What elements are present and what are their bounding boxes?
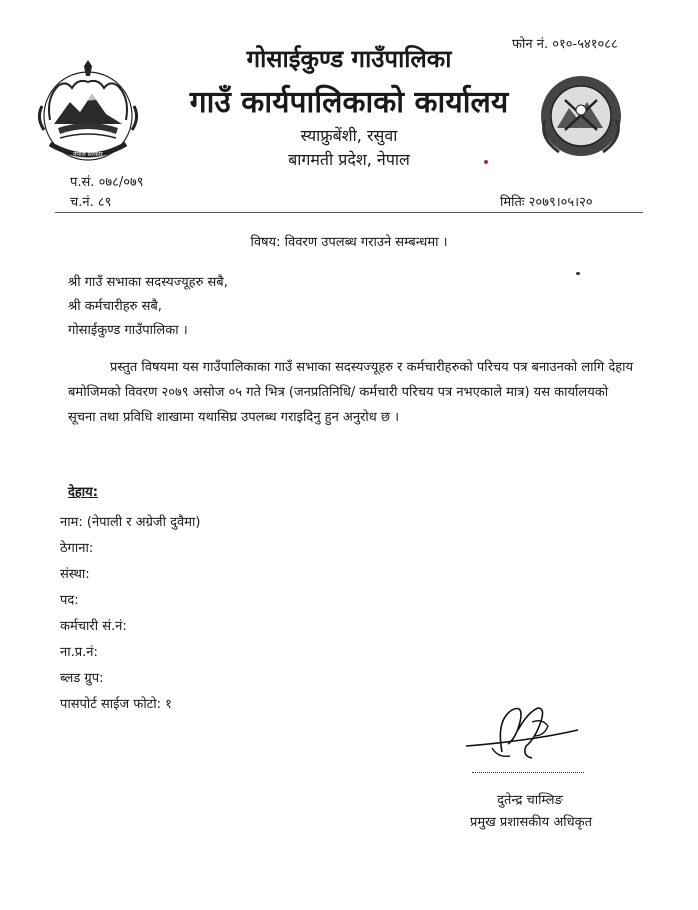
ink-dot (576, 272, 580, 275)
office-title: गाउँ कार्यपालिकाको कार्यालय (189, 85, 509, 120)
detail-field: संस्था: (60, 567, 90, 582)
signature-line (472, 772, 584, 773)
detail-field: ब्लड ग्रुप: (60, 671, 104, 686)
ink-dot (484, 160, 488, 164)
letter-reference-number: प.सं. ०७८/०७९ (70, 175, 144, 190)
svg-text:नेपाल सरकार: नेपाल सरकार (73, 151, 103, 158)
addressee-line: गोसाईकुण्ड गाउँपालिका । (68, 323, 188, 338)
dispatch-number: च.नं. ८९ (70, 195, 112, 210)
addressee-line: श्री कर्मचारीहरु सबै, (68, 299, 162, 314)
handwritten-signature-icon (462, 700, 582, 770)
signatory-title: प्रमुख प्रशासकीय अधिकृत (469, 815, 593, 830)
letter-date: मितिः २०७९।०५।२० (500, 195, 593, 210)
address-line-1: स्याफ्रुबेंशी, रसुवा (300, 126, 398, 145)
municipality-name: गोसाईकुण्ड गाउँपालिका (246, 45, 452, 73)
detail-field: पासपोर्ट साईज फोटो: १ (60, 697, 172, 712)
detail-field: नाम: (नेपाली र अग्रेजी दुवैमा) (60, 515, 201, 530)
detail-field: कर्मचारी सं.नं: (60, 619, 127, 634)
letter-body: प्रस्तुत विषयमा यस गाउँपालिकाका गाउँ सभाका सदस्यज्यूहरु र कर्मचारीहरुको परिचय पत्र बनाउनको लागि देहाय बमोजिमको विवरण २०७९ असोज ०५ गते भित्र (जनप्रतिनिधि/ कर्मचारी परिचय पत्र नभएकाले मात्र) यस कार्यालयको सूचना तथा प्रविधि शाखामा यथासिघ्र उपलब्ध गराइदिनु हुन अनुरोध छ । (68, 360, 634, 425)
phone-number: फोन नं. ०१०-५४१०८८ (512, 37, 618, 52)
detail-field: पद: (60, 593, 79, 608)
detail-field: ना.प्र.नं: (60, 645, 98, 660)
detail-field: ठेगाना: (60, 541, 94, 556)
signatory-name: दुतेन्द्र चाम्लिङ (497, 793, 563, 808)
header-divider (55, 212, 643, 213)
details-heading: देहाय: (68, 485, 98, 500)
address-line-2: बागमती प्रदेश, नेपाल (288, 150, 410, 169)
letter-subject: विषय: विवरण उपलब्ध गराउने सम्बन्धमा । (250, 235, 448, 250)
addressee-line: श्री गाउँ सभाका सदस्यज्यूहरु सबै, (68, 275, 228, 290)
